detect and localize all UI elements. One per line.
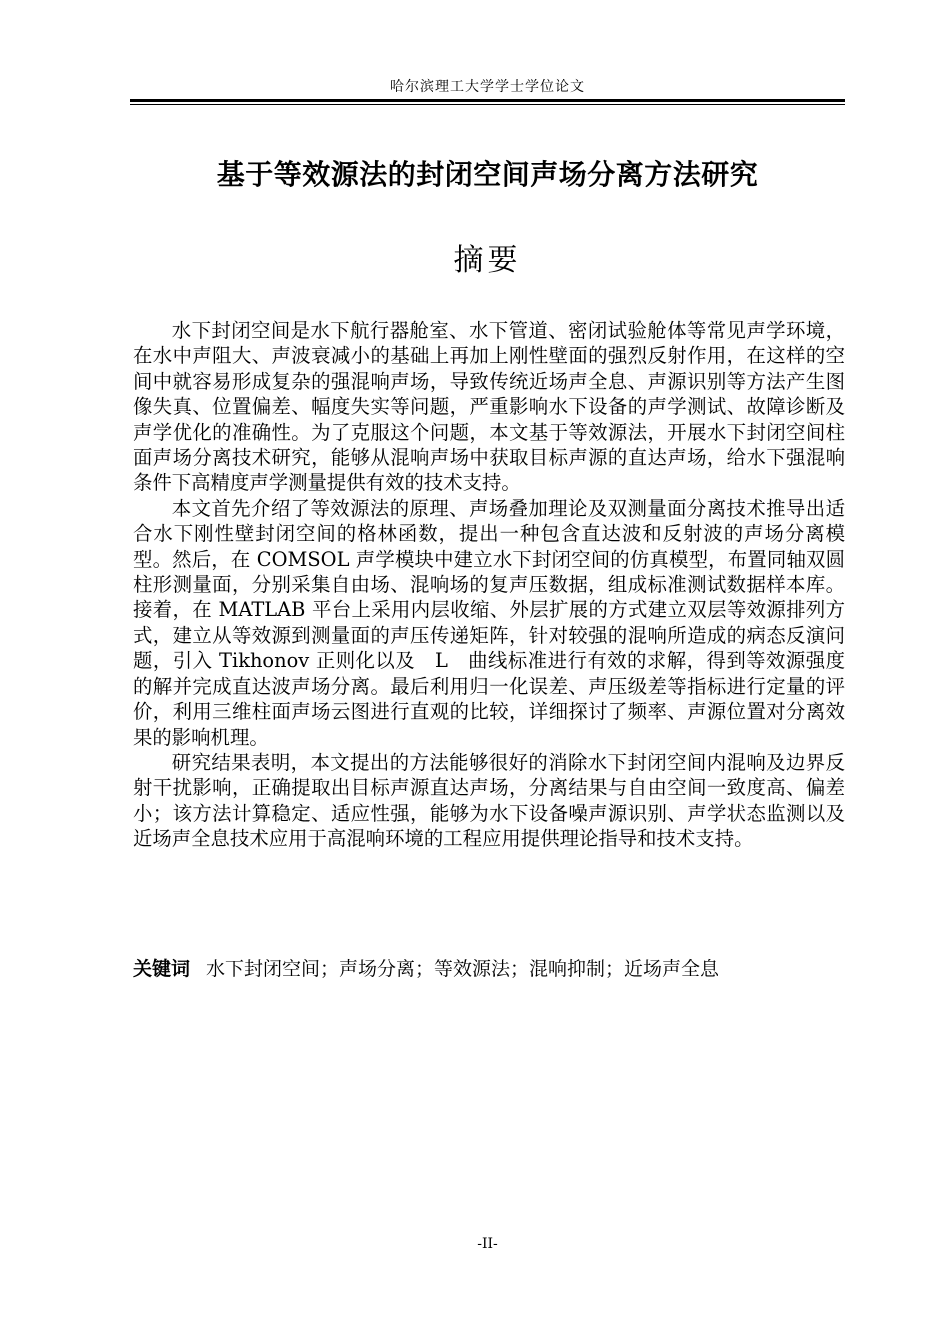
abstract-paragraph-2: 本文首先介绍了等效源法的原理、声场叠加理论及双测量面分离技术推导出适合水下刚性壁封闭空间的格林函数，提出一种包含直达波和反射波的声场分离模型。然后，在 COMSOL 声学模块中建立水下封闭空间的仿真模型，布置同轴双圆柱形测量面，分别采集自由场、混响场的复声压数据，组成标准测试数据样本库。接着，在 MATLAB 平台上采用内层收缩、外层扩展的方式建立双层等效源排列方式，建立从等效源到测量面的声压传递矩阵，针对较强的混响所造成的病态反演问题，引入 Tikhonov 正则化以及 L 曲线标准进行有效的求解，得到等效源强度的解并完成直达波声场分离。最后利用归一化误差、声压级差等指标进行定量的评价，利用三维柱面声场云图进行直观的比较，详细探讨了频率、声源位置对分离效果的影响机理。 — [133, 496, 845, 749]
header-rule-thick — [130, 99, 845, 102]
page-number: -II- — [477, 1236, 498, 1252]
abstract-body — [133, 318, 845, 852]
thesis-title: 基于等效源法的封闭空间声场分离方法研究 — [216, 158, 759, 191]
abstract-paragraph-3: 研究结果表明，本文提出的方法能够很好的消除水下封闭空间内混响及边界反射干扰影响，正确提取出目标声源直达声场，分离结果与自由空间一致度高、偏差小；该方法计算稳定、适应性强，能够为水下设备噪声源识别、声学状态监测以及近场声全息技术应用于高混响环境的工程应用提供理论指导和技术支持。 — [133, 750, 845, 851]
keywords-line — [133, 956, 845, 982]
abstract-paragraph-1: 水下封闭空间是水下航行器舱室、水下管道、密闭试验舱体等常见声学环境，在水中声阻大、声波衰减小的基础上再加上刚性壁面的强烈反射作用，在这样的空间中就容易形成复杂的强混响声场，导致传统近场声全息、声源识别等方法产生图像失真、位置偏差、幅度失实等问题，严重影响水下设备的声学测试、故障诊断及声学优化的准确性。为了克服这个问题，本文基于等效源法，开展水下封闭空间柱面声场分离技术研究，能够从混响声场中获取目标声源的直达声场，给水下强混响条件下高精度声学测量提供有效的技术支持。 — [133, 319, 845, 495]
running-header: 哈尔滨理工大学学士学位论文 — [390, 79, 585, 95]
keywords-text: 水下封闭空间；声场分离；等效源法；混响抑制；近场声全息 — [206, 958, 720, 980]
abstract-heading: 摘要 — [453, 243, 522, 278]
keywords-label: 关键词 — [133, 958, 191, 980]
header-rule-thin — [130, 104, 845, 105]
